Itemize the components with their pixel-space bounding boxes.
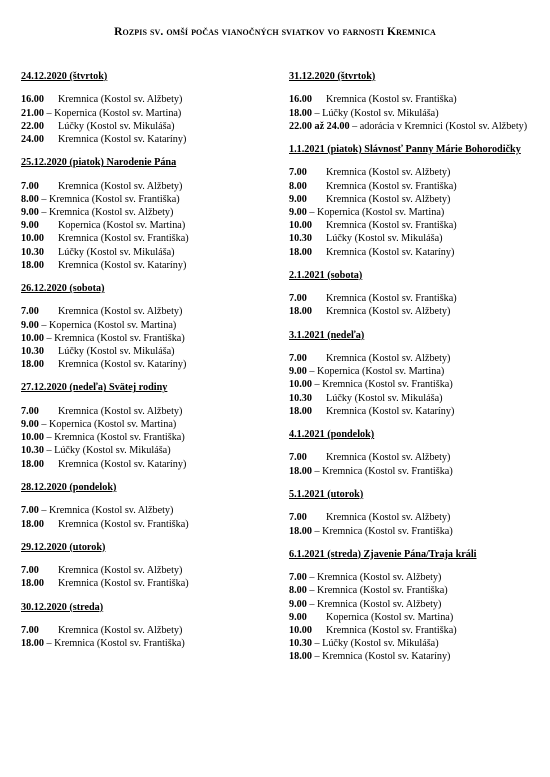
mass-time: 10.30 (21, 246, 44, 258)
mass-entry (289, 292, 529, 305)
mass-time: 22.00 až 24.00 (289, 120, 350, 132)
mass-time: 7.00 (21, 624, 39, 636)
day-heading: 3.1.2021 (nedeľa) (289, 329, 365, 341)
mass-entry (289, 405, 529, 418)
mass-entry (289, 511, 529, 524)
mass-entry (289, 392, 529, 405)
mass-time: 18.00 (21, 359, 44, 371)
mass-location: Lúčky (Kostol sv. Mikuláša) (326, 392, 443, 404)
mass-location: Kremnica (Kostol sv. Kataríny) (322, 651, 451, 663)
schedule-column-right (289, 71, 529, 675)
mass-time: 7.00 (21, 306, 39, 318)
day-block (289, 270, 529, 319)
separator-dash: – (309, 572, 315, 584)
mass-time: 10.30 (289, 233, 312, 245)
separator-dash: – (46, 638, 52, 650)
mass-entry (289, 525, 529, 538)
day-block (21, 602, 276, 651)
mass-location: Lúčky (Kostol sv. Mikuláša) (326, 233, 443, 245)
mass-entry (289, 571, 529, 584)
mass-location: Kremnica (Kostol sv. Alžbety) (58, 405, 183, 417)
day-heading: 4.1.2021 (pondelok) (289, 429, 375, 441)
day-block (21, 157, 276, 272)
mass-entry (21, 564, 276, 577)
separator-dash: – (46, 332, 52, 344)
day-heading: 28.12.2020 (pondelok) (21, 481, 117, 493)
mass-time: 24.00 (21, 134, 44, 146)
mass-entry (289, 624, 529, 637)
mass-location: Kremnica (Kostol sv. Františka) (326, 94, 457, 106)
separator-dash: – (41, 207, 47, 219)
mass-entry (21, 345, 276, 358)
mass-time: 7.00 (21, 565, 39, 577)
mass-entry (21, 180, 276, 193)
mass-time: 7.00 (289, 167, 307, 179)
mass-time: 18.00 (21, 518, 44, 530)
mass-entry (21, 319, 276, 332)
mass-location: Kopernica (Kostol sv. Martina) (49, 319, 177, 331)
mass-entry (289, 166, 529, 179)
mass-location: Kremnica (Kostol sv. Alžbety) (326, 193, 451, 205)
mass-time: 7.00 (21, 180, 39, 192)
mass-location: Kremnica (Kostol sv. Kataríny) (58, 458, 187, 470)
mass-entry (21, 637, 276, 650)
mass-time: 10.00 (21, 432, 44, 444)
mass-time: 16.00 (289, 94, 312, 106)
mass-time: 22.00 (21, 120, 44, 132)
mass-time: 10.00 (289, 379, 312, 391)
separator-dash: – (314, 638, 320, 650)
mass-entry (21, 259, 276, 272)
day-block (289, 144, 529, 259)
mass-location: Kopernica (Kostol sv. Martina) (317, 207, 445, 219)
day-block (21, 542, 276, 591)
day-block (289, 489, 529, 538)
mass-location: Kremnica (Kostol sv. Františka) (58, 518, 189, 530)
mass-location: Kremnica (Kostol sv. Alžbety) (317, 598, 442, 610)
mass-time: 7.00 (21, 505, 39, 517)
mass-time: 9.00 (21, 220, 39, 232)
day-block (21, 71, 276, 146)
mass-location: Kremnica (Kostol sv. Františka) (54, 332, 185, 344)
separator-dash: – (41, 193, 47, 205)
mass-time: 10.00 (21, 233, 44, 245)
separator-dash: – (352, 120, 358, 132)
mass-time: 7.00 (289, 572, 307, 584)
day-block (289, 330, 529, 418)
mass-location: Kremnica (Kostol sv. Alžbety) (58, 94, 183, 106)
day-heading: 27.12.2020 (nedeľa) Svätej rodiny (21, 382, 168, 394)
mass-location: Kremnica (Kostol sv. Alžbety) (49, 207, 174, 219)
mass-time: 10.00 (21, 332, 44, 344)
mass-entry (289, 120, 529, 133)
separator-dash: – (309, 366, 315, 378)
separator-dash: – (41, 419, 47, 431)
mass-location: Kopernica (Kostol sv. Martina) (54, 107, 182, 119)
day-block (289, 549, 529, 664)
mass-entry (289, 611, 529, 624)
day-heading: 6.1.2021 (streda) Zjavenie Pána/Traja králi (289, 548, 477, 560)
mass-location: Kremnica (Kostol sv. Kataríny) (326, 405, 455, 417)
mass-entry (289, 246, 529, 259)
mass-entry (289, 107, 529, 120)
day-heading: 30.12.2020 (streda) (21, 601, 104, 613)
mass-entry (21, 405, 276, 418)
mass-time: 9.00 (289, 193, 307, 205)
mass-entry (21, 624, 276, 637)
mass-location: Lúčky (Kostol sv. Mikuláša) (322, 107, 439, 119)
separator-dash: – (41, 319, 47, 331)
mass-location: Kremnica (Kostol sv. Alžbety) (317, 572, 442, 584)
day-block (21, 482, 276, 531)
mass-entry (289, 206, 529, 219)
mass-time: 9.00 (21, 319, 39, 331)
day-heading: 25.12.2020 (piatok) Narodenie Pána (21, 157, 177, 169)
mass-location: Kremnica (Kostol sv. Františka) (54, 432, 185, 444)
mass-location: Kremnica (Kostol sv. Františka) (317, 585, 448, 597)
mass-entry (21, 418, 276, 431)
mass-time: 18.00 (289, 306, 312, 318)
day-block (289, 429, 529, 478)
day-block (289, 71, 529, 133)
separator-dash: – (309, 585, 315, 597)
mass-entry (289, 650, 529, 663)
mass-location: Kremnica (Kostol sv. Alžbety) (58, 306, 183, 318)
mass-time: 21.00 (21, 107, 44, 119)
mass-entry (21, 358, 276, 371)
mass-location: Kremnica (Kostol sv. Františka) (49, 193, 180, 205)
mass-entry (21, 305, 276, 318)
mass-time: 7.00 (289, 512, 307, 524)
separator-dash: – (46, 445, 52, 457)
mass-entry (21, 577, 276, 590)
mass-location: Kremnica (Kostol sv. Kataríny) (58, 134, 187, 146)
mass-entry (289, 180, 529, 193)
mass-entry (21, 107, 276, 120)
mass-time: 18.00 (21, 458, 44, 470)
mass-location: Kremnica (Kostol sv. Františka) (58, 578, 189, 590)
mass-location: Kremnica (Kostol sv. Alžbety) (49, 505, 174, 517)
mass-time: 8.00 (289, 180, 307, 192)
mass-time: 7.00 (289, 452, 307, 464)
mass-location: Kremnica (Kostol sv. Františka) (322, 379, 453, 391)
mass-time: 16.00 (21, 94, 44, 106)
mass-time: 18.00 (289, 525, 312, 537)
mass-time: 18.00 (21, 259, 44, 271)
mass-location: Kremnica (Kostol sv. Františka) (326, 220, 457, 232)
separator-dash: – (46, 432, 52, 444)
mass-entry (21, 518, 276, 531)
mass-entry (289, 352, 529, 365)
mass-location: Kremnica (Kostol sv. Františka) (54, 638, 185, 650)
mass-entry (289, 378, 529, 391)
mass-time: 7.00 (289, 353, 307, 365)
mass-time: 18.00 (289, 107, 312, 119)
separator-dash: – (314, 651, 320, 663)
mass-time: 18.00 (21, 578, 44, 590)
mass-entry (21, 206, 276, 219)
mass-time: 18.00 (21, 638, 44, 650)
mass-time: 7.00 (289, 293, 307, 305)
mass-location: Kremnica (Kostol sv. Františka) (326, 293, 457, 305)
mass-time: 10.30 (289, 638, 312, 650)
mass-location: Kremnica (Kostol sv. Alžbety) (326, 512, 451, 524)
day-heading: 1.1.2021 (piatok) Slávnosť Panny Márie Bohorodičky (289, 144, 521, 156)
mass-time: 18.00 (289, 465, 312, 477)
day-heading: 26.12.2020 (sobota) (21, 283, 105, 295)
mass-entry (289, 193, 529, 206)
mass-entry (21, 133, 276, 146)
mass-entry (289, 451, 529, 464)
mass-entry (21, 120, 276, 133)
mass-location: Kremnica (Kostol sv. Alžbety) (58, 180, 183, 192)
mass-entry (21, 219, 276, 232)
separator-dash: – (46, 107, 52, 119)
day-block (21, 283, 276, 371)
mass-time: 7.00 (21, 405, 39, 417)
page-title: Rozpis sv. omší počas vianočných sviatkov vo farnosti Kremnica (114, 26, 436, 38)
mass-location: Lúčky (Kostol sv. Mikuláša) (54, 445, 171, 457)
mass-location: Kremnica (Kostol sv. Kataríny) (58, 359, 187, 371)
mass-time: 10.30 (289, 392, 312, 404)
day-heading: 31.12.2020 (štvrtok) (289, 71, 376, 82)
mass-location: Lúčky (Kostol sv. Mikuláša) (58, 346, 175, 358)
mass-time: 9.00 (289, 207, 307, 219)
day-heading: 24.12.2020 (štvrtok) (21, 71, 108, 82)
mass-entry (21, 458, 276, 471)
mass-time: 10.30 (21, 346, 44, 358)
mass-time: 8.00 (21, 193, 39, 205)
mass-location: Lúčky (Kostol sv. Mikuláša) (322, 638, 439, 650)
mass-time: 10.00 (289, 220, 312, 232)
mass-time: 9.00 (21, 419, 39, 431)
mass-entry (289, 637, 529, 650)
day-heading: 5.1.2021 (utorok) (289, 488, 364, 500)
schedule-column-left (21, 71, 276, 661)
mass-entry (21, 246, 276, 259)
mass-location: Kremnica (Kostol sv. Alžbety) (326, 452, 451, 464)
mass-location: Kremnica (Kostol sv. Františka) (322, 525, 453, 537)
mass-location: Kremnica (Kostol sv. Kataríny) (326, 246, 455, 258)
mass-time: 10.00 (289, 624, 312, 636)
mass-location: Kremnica (Kostol sv. Alžbety) (58, 565, 183, 577)
mass-location: adorácia v Kremnici (Kostol sv. Alžbety) (359, 120, 528, 132)
day-heading: 29.12.2020 (utorok) (21, 541, 106, 553)
mass-entry (289, 219, 529, 232)
mass-location: Kremnica (Kostol sv. Alžbety) (326, 353, 451, 365)
mass-location: Kremnica (Kostol sv. Františka) (322, 465, 453, 477)
mass-entry (21, 193, 276, 206)
mass-entry (289, 93, 529, 106)
mass-entry (289, 465, 529, 478)
separator-dash: – (314, 465, 320, 477)
mass-entry (289, 584, 529, 597)
separator-dash: – (41, 505, 47, 517)
mass-location: Lúčky (Kostol sv. Mikuláša) (58, 246, 175, 258)
mass-entry (21, 504, 276, 517)
mass-location: Kremnica (Kostol sv. Alžbety) (326, 167, 451, 179)
mass-time: 8.00 (289, 585, 307, 597)
mass-location: Kremnica (Kostol sv. Kataríny) (58, 259, 187, 271)
mass-time: 9.00 (289, 366, 307, 378)
mass-entry (289, 232, 529, 245)
mass-entry (21, 93, 276, 106)
mass-entry (289, 365, 529, 378)
mass-time: 9.00 (21, 207, 39, 219)
mass-location: Lúčky (Kostol sv. Mikuláša) (58, 120, 175, 132)
mass-time: 9.00 (289, 598, 307, 610)
mass-location: Kopernica (Kostol sv. Martina) (326, 611, 454, 623)
mass-location: Kopernica (Kostol sv. Martina) (49, 419, 177, 431)
mass-location: Kremnica (Kostol sv. Františka) (326, 624, 457, 636)
mass-location: Kremnica (Kostol sv. Alžbety) (58, 624, 183, 636)
mass-time: 10.30 (21, 445, 44, 457)
separator-dash: – (314, 525, 320, 537)
day-heading: 2.1.2021 (sobota) (289, 269, 363, 281)
mass-entry (21, 332, 276, 345)
mass-location: Kremnica (Kostol sv. Františka) (326, 180, 457, 192)
separator-dash: – (309, 207, 315, 219)
mass-time: 18.00 (289, 405, 312, 417)
mass-time: 9.00 (289, 611, 307, 623)
mass-entry (289, 598, 529, 611)
separator-dash: – (314, 379, 320, 391)
mass-time: 18.00 (289, 246, 312, 258)
mass-location: Kremnica (Kostol sv. Alžbety) (326, 306, 451, 318)
mass-entry (21, 444, 276, 457)
separator-dash: – (309, 598, 315, 610)
day-block (21, 382, 276, 470)
mass-location: Kremnica (Kostol sv. Františka) (58, 233, 189, 245)
mass-time: 18.00 (289, 651, 312, 663)
separator-dash: – (314, 107, 320, 119)
mass-entry (289, 305, 529, 318)
mass-location: Kopernica (Kostol sv. Martina) (58, 220, 186, 232)
mass-location: Kopernica (Kostol sv. Martina) (317, 366, 445, 378)
mass-entry (21, 431, 276, 444)
mass-entry (21, 232, 276, 245)
